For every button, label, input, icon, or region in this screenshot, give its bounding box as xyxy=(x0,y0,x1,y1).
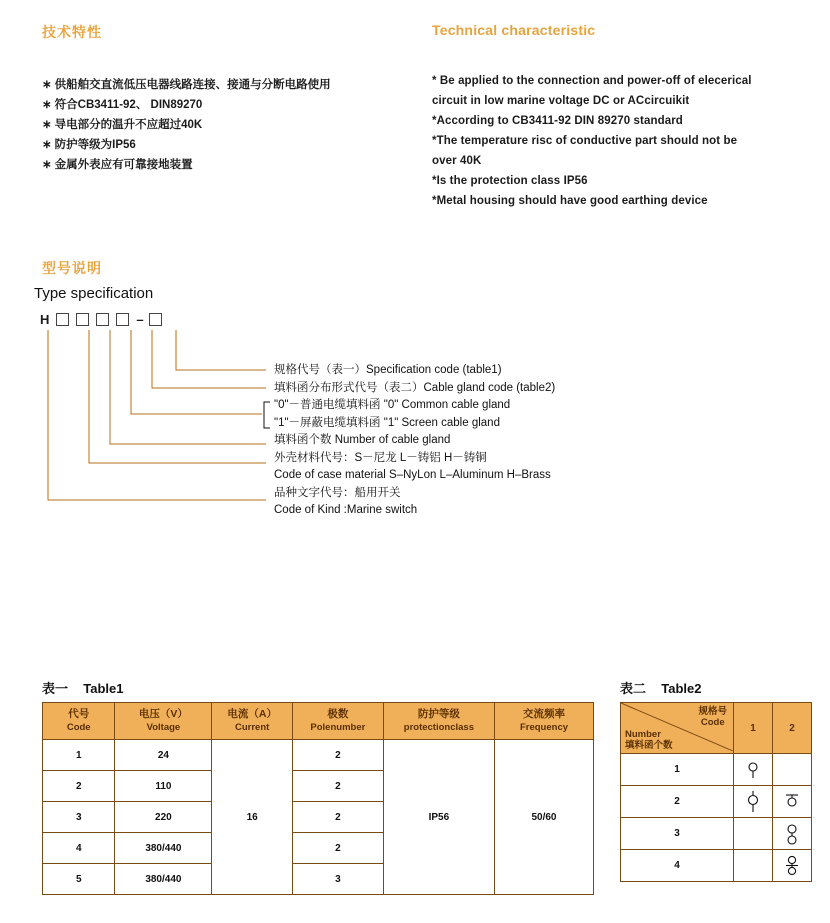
cell-number: 3 xyxy=(621,818,734,850)
table1-col-current xyxy=(212,703,293,740)
cell-code: 5 xyxy=(43,864,115,895)
cell-gland-2 xyxy=(773,818,812,850)
table2-corner-header xyxy=(621,703,734,754)
cell-gland-2 xyxy=(773,850,812,882)
cell-code: 1 xyxy=(43,740,115,771)
features-list-cn xyxy=(42,75,331,175)
table2-corner-label-bottom xyxy=(625,729,673,751)
cell-number: 1 xyxy=(621,754,734,786)
header-en: protectionclass xyxy=(403,722,474,733)
legend-line-6: 外壳材料代号：S－尼龙 L－铸铝 H－铸铜 xyxy=(274,451,487,464)
header-en: Frequency xyxy=(519,722,569,733)
type-code-box-2[interactable] xyxy=(76,313,89,326)
header-cn: 极数 xyxy=(327,708,349,720)
table2-title-en: Table2 xyxy=(661,681,702,696)
tech-characteristic-title-en: Technical characteristic xyxy=(432,22,596,38)
legend-line-1: 规格代号（表一）Specification code (table1) xyxy=(274,364,502,376)
table1-title-en: Table1 xyxy=(83,681,124,696)
cell-gland-1 xyxy=(734,850,773,882)
feature-item: *Is the protection class IP56 xyxy=(432,175,588,187)
legend-line-5: 填料函个数 Number of cable gland xyxy=(274,434,451,446)
type-specification-title-cn: 型号说明 xyxy=(42,260,102,276)
feature-item: ∗ 金属外表应有可靠接地装置 xyxy=(42,155,331,175)
table-row xyxy=(621,786,812,818)
table-row xyxy=(43,740,594,771)
table1-col-protectionclass xyxy=(383,703,494,740)
header-cn: 电压（V） xyxy=(138,708,188,720)
cell-gland-2 xyxy=(773,786,812,818)
feature-item: ∗ 符合CB3411-92、 DIN89270 xyxy=(42,95,331,115)
corner-label-cn: 填料函个数 xyxy=(625,740,673,751)
table1-col-polenumber xyxy=(292,703,383,740)
table-row xyxy=(621,850,812,882)
table1 xyxy=(42,702,594,895)
cell-frequency: 50/60 xyxy=(494,740,593,895)
table1-col-code xyxy=(43,703,115,740)
header-cn: 防护等级 xyxy=(417,708,460,720)
cell-gland-2 xyxy=(773,754,812,786)
cell-voltage: 380/440 xyxy=(115,864,212,895)
type-specification-title-en: Type specification xyxy=(34,285,154,302)
cell-code: 2 xyxy=(43,771,115,802)
table1-title-cn: 表一 xyxy=(42,681,69,696)
cable-gland-icon xyxy=(782,853,802,879)
cell-number: 2 xyxy=(621,786,734,818)
tech-characteristic-title-cn: 技术特性 xyxy=(42,24,102,40)
legend-line-8: 品种文字代号：船用开关 xyxy=(274,486,401,499)
cable-gland-icon xyxy=(743,790,763,814)
corner-label-cn: 规格号 xyxy=(698,706,727,717)
header-en: Polenumber xyxy=(310,722,366,733)
feature-item: * Be applied to the connection and power-off of elecerical circuit in low marine voltage DC or ACcircuikit xyxy=(432,75,752,107)
table2-header-row xyxy=(621,703,812,754)
header-en: Voltage xyxy=(146,722,181,733)
type-code-box-3[interactable] xyxy=(96,313,109,326)
feature-item: *Metal housing should have good earthing device xyxy=(432,195,708,207)
cell-voltage: 380/440 xyxy=(115,833,212,864)
cell-number: 4 xyxy=(621,850,734,882)
table1-col-voltage xyxy=(115,703,212,740)
table2-title-cn: 表二 xyxy=(620,681,647,696)
cell-gland-1 xyxy=(734,754,773,786)
cell-polenumber: 2 xyxy=(292,802,383,833)
header-en: Current xyxy=(235,722,270,733)
feature-item: ∗ 防护等级为IP56 xyxy=(42,135,331,155)
feature-item: ∗ 导电部分的温升不应超过40K xyxy=(42,115,331,135)
header-en: Code xyxy=(66,722,91,733)
type-code-letter: H xyxy=(40,312,50,327)
table2-corner-label-top xyxy=(698,706,727,728)
legend-line-7: Code of case material S–NyLon L–Aluminum H–Brass xyxy=(274,469,551,481)
cell-gland-1 xyxy=(734,818,773,850)
cell-polenumber: 2 xyxy=(292,740,383,771)
cell-voltage: 110 xyxy=(115,771,212,802)
cell-voltage: 24 xyxy=(115,740,212,771)
legend-line-3: "0"－普通电缆填料函 "0" Common cable gland xyxy=(274,399,511,411)
legend-line-9: Code of Kind :Marine switch xyxy=(274,504,418,516)
table-row xyxy=(621,754,812,786)
header-cn: 电流（A） xyxy=(227,708,277,720)
table2-title xyxy=(620,678,701,697)
corner-label-en: Number xyxy=(625,729,661,740)
table2-col-1: 1 xyxy=(734,703,773,754)
header-cn: 交流频率 xyxy=(522,708,565,720)
cell-polenumber: 2 xyxy=(292,833,383,864)
feature-item: ∗ 供船舶交直流低压电器线路连接、接通与分断电路使用 xyxy=(42,75,331,95)
header-cn: 代号 xyxy=(68,708,90,720)
features-list-en xyxy=(432,71,762,211)
feature-item: *The temperature risc of conductive part should not be over 40K xyxy=(432,135,738,167)
type-code-box-1[interactable] xyxy=(56,313,69,326)
cell-code: 4 xyxy=(43,833,115,864)
cell-polenumber: 3 xyxy=(292,864,383,895)
type-code-legend xyxy=(274,362,555,520)
cell-gland-1 xyxy=(734,786,773,818)
feature-item: *According to CB3411-92 DIN 89270 standard xyxy=(432,115,683,127)
cable-gland-icon xyxy=(743,758,763,782)
cell-code: 3 xyxy=(43,802,115,833)
table-row xyxy=(621,818,812,850)
type-code-box-5[interactable] xyxy=(149,313,162,326)
type-code-dash: – xyxy=(136,312,144,327)
table1-col-frequency xyxy=(494,703,593,740)
cable-gland-icon xyxy=(782,790,802,814)
table1-title xyxy=(42,678,123,697)
cable-gland-icon xyxy=(782,821,802,847)
table2-col-2: 2 xyxy=(773,703,812,754)
type-code-box-4[interactable] xyxy=(116,313,129,326)
cell-current: 16 xyxy=(212,740,293,895)
cell-polenumber: 2 xyxy=(292,771,383,802)
cell-protectionclass: IP56 xyxy=(383,740,494,895)
legend-line-4: "1"－屏蔽电缆填料函 "1" Screen cable gland xyxy=(274,416,500,429)
table1-header-row xyxy=(43,703,594,740)
type-code-row xyxy=(40,312,169,327)
cell-voltage: 220 xyxy=(115,802,212,833)
corner-label-en: Code xyxy=(700,717,725,728)
legend-line-2: 填料函分布形式代号（表二）Cable gland code (table2) xyxy=(274,381,556,394)
table2 xyxy=(620,702,812,882)
